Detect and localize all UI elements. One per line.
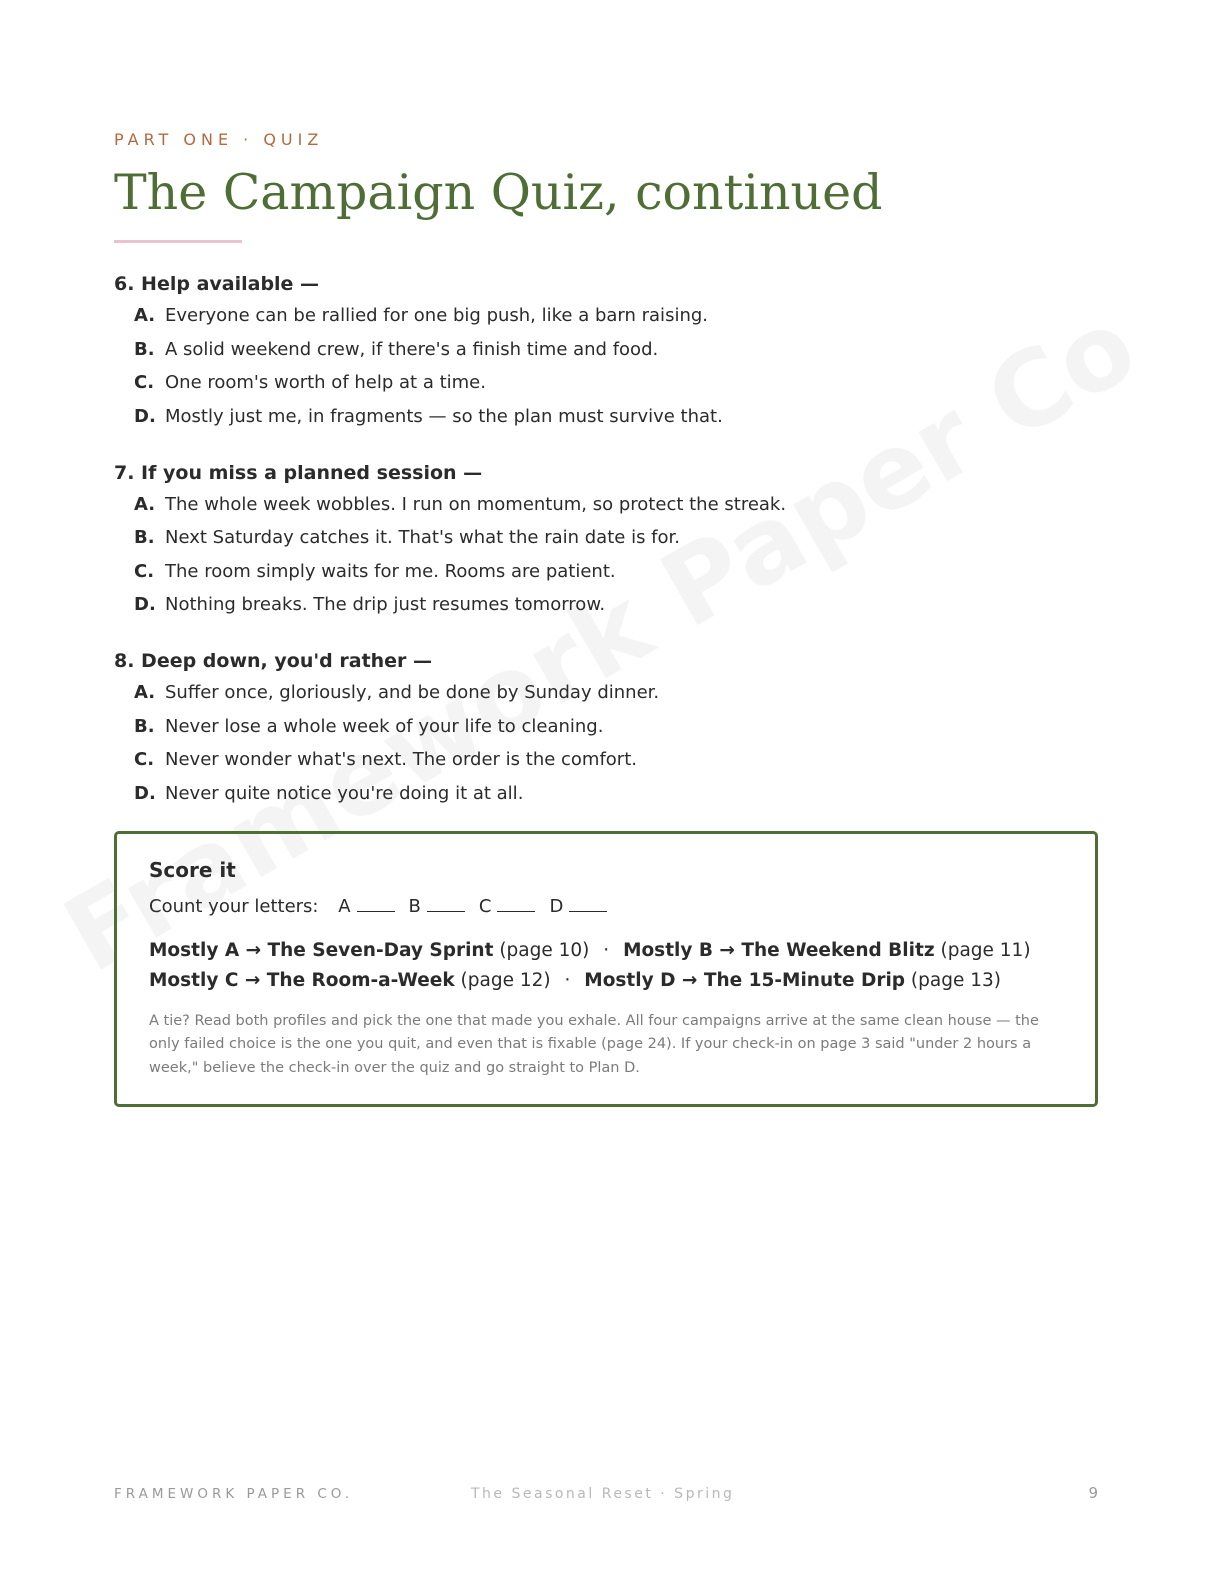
option-text: One room's worth of help at a time. — [165, 372, 486, 393]
tally-letter: D — [549, 895, 564, 917]
page-number: 9 — [1088, 1484, 1098, 1502]
option-letter: C. — [134, 749, 155, 770]
tally-slot — [479, 896, 536, 917]
tally-blank — [357, 895, 395, 912]
tally-blank — [569, 895, 607, 912]
option-letter: B. — [134, 527, 155, 548]
answer-option — [134, 303, 1098, 329]
page-title: The Campaign Quiz, continued — [114, 164, 883, 221]
option-letter: C. — [134, 372, 155, 393]
tally-blank — [497, 895, 535, 912]
results-line-1 — [149, 936, 1063, 966]
title-underline — [114, 240, 242, 243]
answer-option — [134, 370, 1098, 396]
answer-option — [134, 714, 1098, 740]
question-label: 6. Help available — — [114, 273, 320, 295]
result-c-page: (page 12) — [460, 969, 551, 991]
result-b-label: Mostly B → The Weekend Blitz — [623, 939, 935, 961]
option-letter: B. — [134, 715, 155, 737]
tally-slot — [409, 896, 465, 917]
question-label: 7. If you miss a planned session — — [114, 461, 483, 484]
result-separator: · — [603, 939, 610, 961]
result-separator: · — [564, 969, 571, 991]
answer-option — [134, 404, 1098, 430]
tally-row — [149, 894, 1063, 920]
tally-letter: B — [408, 895, 421, 917]
option-text: Never lose a whole week of your life to cleaning. — [165, 715, 604, 737]
option-letter: A. — [134, 305, 156, 326]
option-letter: D. — [134, 405, 156, 427]
option-letter: C. — [134, 560, 155, 582]
tally-blank — [427, 895, 465, 912]
tally-letter: A — [338, 895, 351, 917]
option-text: A solid weekend crew, if there's a finish time and food. — [165, 338, 659, 360]
answer-option — [134, 492, 1098, 518]
answer-option — [134, 559, 1098, 585]
result-b-page: (page 11) — [940, 939, 1031, 961]
option-text: Suffer once, gloriously, and be done by Sunday dinner. — [165, 682, 660, 703]
option-text: The room simply waits for me. Rooms are patient. — [165, 560, 616, 582]
results-list — [149, 936, 1063, 996]
option-list — [134, 680, 1098, 807]
option-text: Everyone can be rallied for one big push, like a barn raising. — [165, 305, 708, 326]
answer-option — [134, 781, 1098, 807]
section-eyebrow: PART ONE · QUIZ — [114, 130, 324, 149]
result-a-page: (page 10) — [499, 939, 590, 961]
answer-option — [134, 337, 1098, 363]
score-box — [114, 831, 1098, 1108]
option-text: Next Saturday catches it. That's what the rain date is for. — [165, 527, 680, 548]
result-a-label: Mostly A → The Seven-Day Sprint — [149, 939, 494, 961]
score-title: Score it — [149, 857, 236, 882]
tie-note: A tie? Read both profiles and pick the one that made you exhale. All four campaigns arrive at the same clean house — the only failed choice is the one you quit, and even that is fixable (page 24). If your check-in on page 3 said "under 2 hours a week," believe the check-in over the quiz and go straight to Plan D. — [149, 1012, 1039, 1076]
question-block — [114, 648, 1098, 807]
footer-book-title: The Seasonal Reset · Spring — [471, 1486, 735, 1502]
tally-label: Count your letters: — [149, 895, 319, 917]
option-list — [134, 303, 1098, 430]
question-block — [114, 460, 1098, 619]
option-text: Never quite notice you're doing it at all. — [165, 782, 524, 804]
question-list — [114, 271, 1098, 807]
option-letter: B. — [134, 338, 155, 360]
footer-publisher: FRAMEWORK PAPER CO. — [114, 1486, 354, 1502]
option-letter: A. — [134, 682, 156, 703]
result-c-label: Mostly C → The Room-a-Week — [149, 969, 455, 991]
option-text: Mostly just me, in fragments — so the plan must survive that. — [165, 405, 723, 427]
answer-option — [134, 680, 1098, 706]
tally-slot — [338, 896, 394, 917]
option-letter: D. — [134, 594, 156, 615]
tally-slot — [549, 896, 607, 917]
tally-letter: C — [478, 895, 492, 917]
answer-option — [134, 747, 1098, 773]
question-label: 8. Deep down, you'd rather — — [114, 650, 433, 672]
option-list — [134, 492, 1098, 619]
question-block — [114, 271, 1098, 430]
option-letter: A. — [134, 493, 156, 515]
results-line-2 — [149, 966, 1063, 996]
option-letter: D. — [134, 782, 156, 804]
result-d-page: (page 13) — [910, 969, 1001, 991]
answer-option — [134, 592, 1098, 618]
option-text: Never wonder what's next. The order is the comfort. — [165, 749, 637, 770]
option-text: The whole week wobbles. I run on momentum, so protect the streak. — [165, 493, 787, 515]
result-d-label: Mostly D → The 15-Minute Drip — [584, 969, 906, 991]
answer-option — [134, 525, 1098, 551]
option-text: Nothing breaks. The drip just resumes tomorrow. — [165, 594, 606, 615]
page-footer — [114, 1486, 1098, 1506]
page-content — [114, 128, 1098, 1107]
